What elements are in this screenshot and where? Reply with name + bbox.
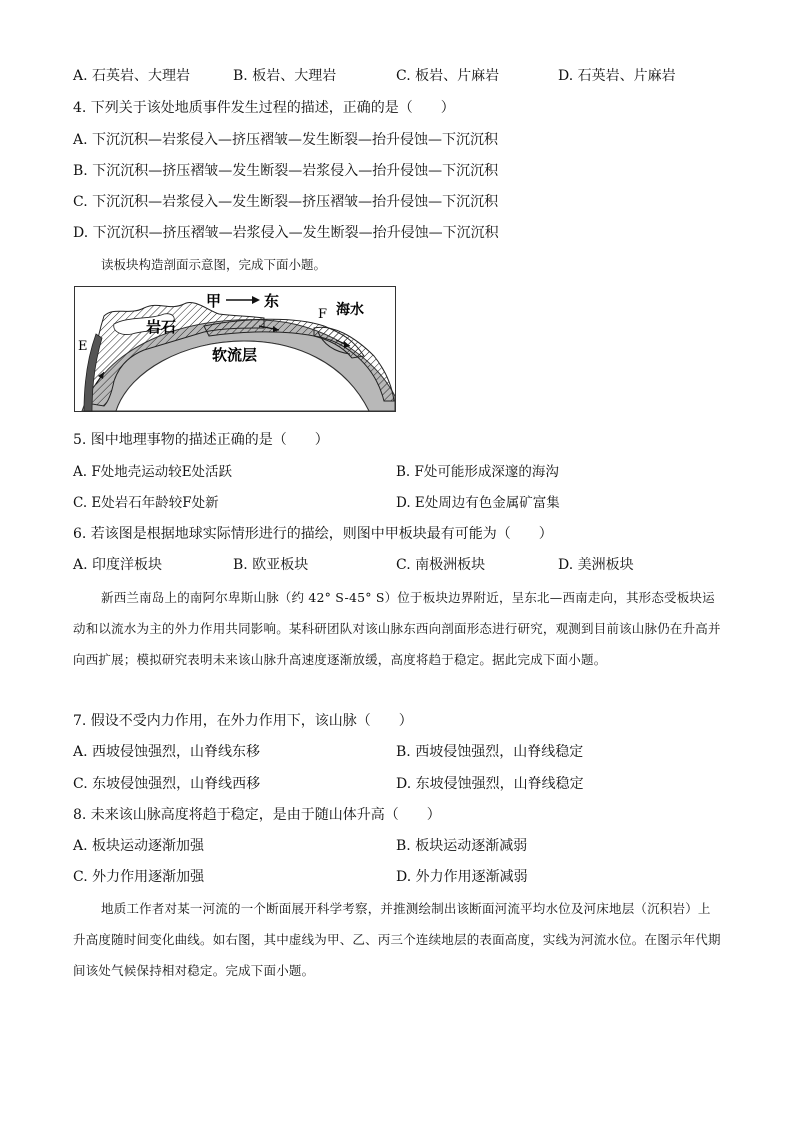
q8-option-a: A. 板块运动逐渐加强 bbox=[73, 838, 205, 854]
plate-section-diagram bbox=[74, 286, 396, 412]
q7-option-a: A. 西坡侵蚀强烈，山脊线东移 bbox=[73, 744, 261, 760]
label-sea: 海水 bbox=[336, 302, 364, 318]
q6-option-d: D. 美洲板块 bbox=[558, 557, 634, 573]
q5-option-b: B. F处可能形成深邃的海沟 bbox=[396, 464, 559, 480]
q4-stem: 4. 下列关于该处地质事件发生过程的描述，正确的是（ ） bbox=[73, 100, 455, 116]
q4-option-b: B. 下沉沉积—挤压褶皱—发生断裂—岩浆侵入—抬升侵蚀—下沉沉积 bbox=[73, 163, 499, 179]
q5-option-c: C. E处岩石年龄较F处新 bbox=[73, 495, 219, 511]
label-rock: 岩石 bbox=[146, 318, 177, 336]
q8-option-c: C. 外力作用逐渐加强 bbox=[73, 869, 205, 885]
q5-stem: 5. 图中地理事物的描述正确的是（ ） bbox=[73, 432, 329, 448]
q7-option-b: B. 西坡侵蚀强烈，山脊线稳定 bbox=[396, 744, 584, 760]
q3-option-a: A. 石英岩、大理岩 bbox=[73, 68, 191, 84]
q7-option-c: C. 东坡侵蚀强烈，山脊线西移 bbox=[73, 776, 261, 792]
q5-option-d: D. E处周边有色金属矿富集 bbox=[396, 495, 560, 511]
q7-stem: 7. 假设不受内力作用，在外力作用下，该山脉（ ） bbox=[73, 713, 413, 729]
nz-intro-paragraph: 新西兰南岛上的南阿尔卑斯山脉（约 42° S-45° S）位于板块边界附近，呈东北—西南走向，其形态受板块运动和以流水为主的外力作用共同影响。某科研团队对该山脉东西向剖面形态进行研究，观测到目前该山脉仍在升高并向西扩展；模拟研究表明未来该山脉升高速度逐渐放缓，高度将趋于稳定。据此完成下面小题。 bbox=[73, 590, 721, 667]
q3-option-d: D. 石英岩、片麻岩 bbox=[558, 68, 676, 84]
label-asthenosphere: 软流层 bbox=[212, 346, 258, 364]
q4-option-a: A. 下沉沉积—岩浆侵入—挤压褶皱—发生断裂—抬升侵蚀—下沉沉积 bbox=[73, 132, 499, 148]
q8-stem: 8. 未来该山脉高度将趋于稳定，是由于随山体升高（ ） bbox=[73, 807, 441, 823]
q6-option-b: B. 欧亚板块 bbox=[233, 557, 309, 573]
q4-option-d: D. 下沉沉积—挤压褶皱—岩浆侵入—发生断裂—抬升侵蚀—下沉沉积 bbox=[73, 225, 499, 241]
river-intro-paragraph: 地质工作者对某一河流的一个断面展开科学考察，并推测绘制出该断面河流平均水位及河床地层（沉积岩）上升高度随时间变化曲线。如右图，其中虚线为甲、乙、丙三个连续地层的表面高度，实线为河流水位。在图示年代期间该处气候保持相对稳定。完成下面小题。 bbox=[73, 901, 721, 978]
q7-option-d: D. 东坡侵蚀强烈，山脊线稳定 bbox=[396, 776, 584, 792]
q6-option-a: A. 印度洋板块 bbox=[73, 557, 163, 573]
q4-option-c: C. 下沉沉积—岩浆侵入—发生断裂—挤压褶皱—抬升侵蚀—下沉沉积 bbox=[73, 194, 499, 210]
label-east: 东 bbox=[264, 292, 280, 310]
q3-option-b: B. 板岩、大理岩 bbox=[233, 68, 337, 84]
plate-intro: 读板块构造剖面示意图，完成下面小题。 bbox=[101, 257, 327, 272]
q6-stem: 6. 若该图是根据地球实际情形进行的描绘，则图中甲板块最有可能为（ ） bbox=[73, 526, 553, 542]
q8-option-d: D. 外力作用逐渐减弱 bbox=[396, 869, 528, 885]
label-jia: 甲 bbox=[206, 292, 222, 310]
q6-option-c: C. 南极洲板块 bbox=[396, 557, 486, 573]
label-e: E bbox=[78, 339, 88, 354]
q3-option-c: C. 板岩、片麻岩 bbox=[396, 68, 500, 84]
q5-option-a: A. F处地壳运动较E处活跃 bbox=[73, 464, 233, 480]
label-f: F bbox=[318, 307, 328, 322]
q8-option-b: B. 板块运动逐渐减弱 bbox=[396, 838, 528, 854]
